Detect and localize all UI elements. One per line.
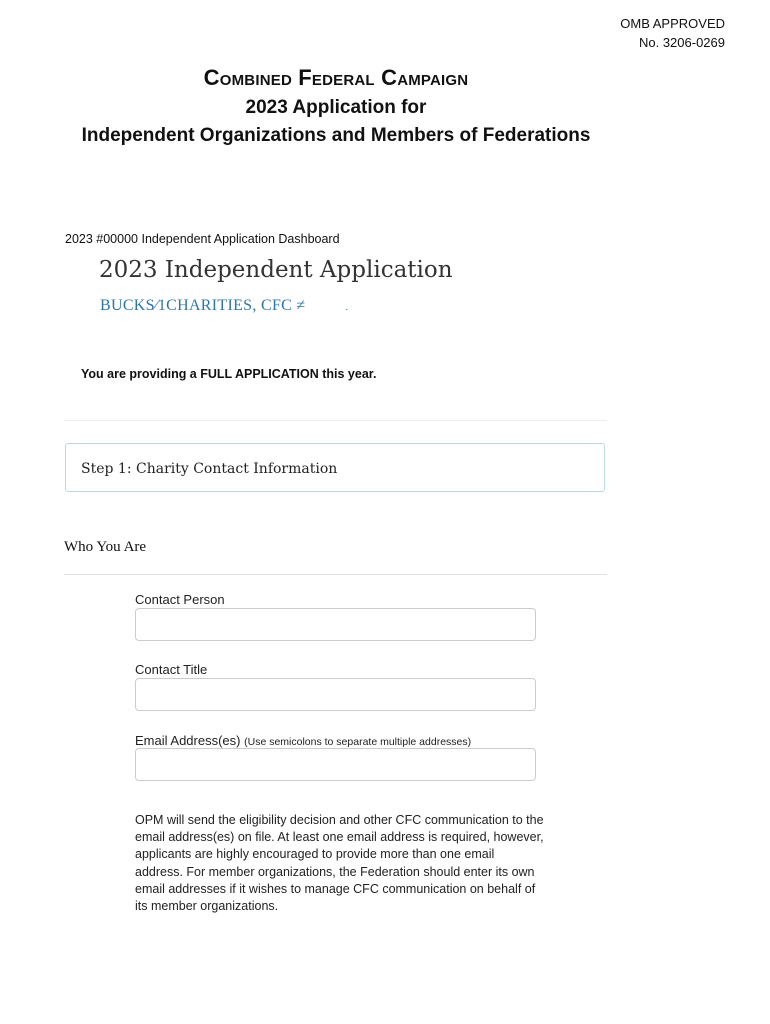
divider bbox=[64, 420, 607, 421]
contact-person-label: Contact Person bbox=[135, 592, 225, 607]
application-heading: 2023 Independent Application bbox=[99, 257, 453, 283]
charity-name: BUCKS⁄1CHARITIES, CFC ≠ bbox=[100, 297, 306, 314]
dashboard-breadcrumb: 2023 #00000 Independent Application Dashboard bbox=[65, 232, 340, 246]
omb-approved-label: OMB APPROVED bbox=[620, 16, 725, 31]
charity-cfc-number: . bbox=[345, 302, 349, 313]
email-label bbox=[135, 733, 471, 748]
email-note: OPM will send the eligibility decision and other CFC communication to the email address(es) on file. At least one email address is required, however, applicants are highly encouraged to provide more than one email address. For member organizations, the Federation should enter its own email addresses if it wishes to manage CFC communication on behalf of its member organizations. bbox=[135, 813, 544, 914]
document-subtitle-line1: 2023 Application for bbox=[245, 97, 427, 118]
step-1-title: Step 1: Charity Contact Information bbox=[81, 461, 338, 477]
document-subtitle-line2: Independent Organizations and Members of Federations bbox=[81, 125, 591, 146]
divider bbox=[64, 574, 607, 575]
email-hint: (Use semicolons to separate multiple addresses) bbox=[244, 736, 472, 748]
omb-approval bbox=[620, 14, 725, 52]
step-1-panel bbox=[65, 443, 605, 492]
document-header bbox=[0, 62, 672, 150]
contact-person-input[interactable] bbox=[135, 608, 536, 641]
section-title-who-you-are: Who You Are bbox=[64, 539, 147, 555]
omb-number: No. 3206-0269 bbox=[638, 35, 725, 50]
contact-title-label: Contact Title bbox=[135, 662, 208, 677]
email-label-text: Email Address(es) bbox=[135, 733, 241, 748]
email-input[interactable] bbox=[135, 748, 536, 781]
contact-title-input[interactable] bbox=[135, 678, 536, 711]
charity-name-line bbox=[100, 297, 348, 315]
document-title: Combined Federal Campaign bbox=[203, 65, 469, 90]
full-application-notice: You are providing a FULL APPLICATION this year. bbox=[81, 367, 377, 381]
